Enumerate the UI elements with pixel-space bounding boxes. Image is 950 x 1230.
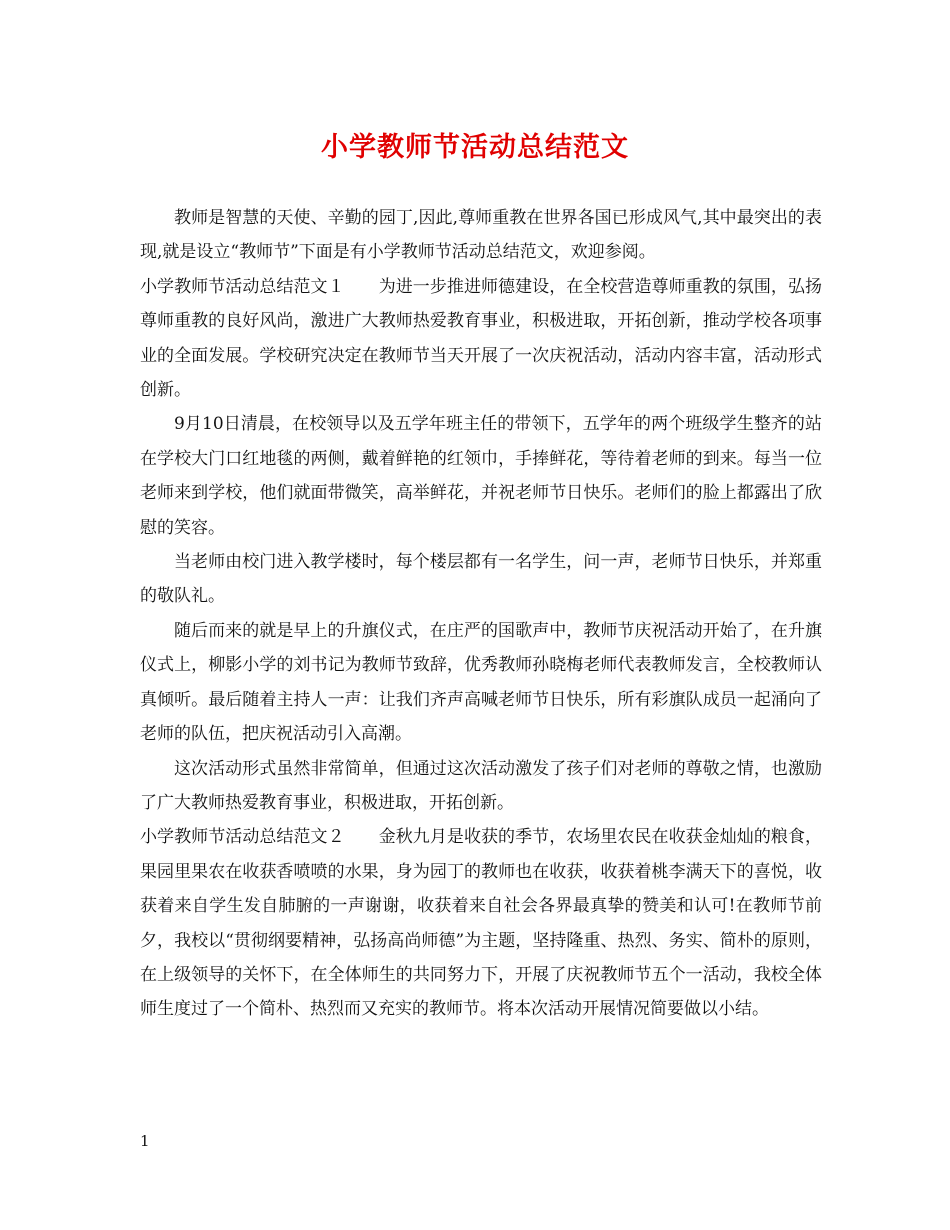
section-2-text: 金秋九月是收获的季节，农场里农民在收获金灿灿的粮食，果园里果农在收获香喷喷的水果，身为园丁的教师也在收获，收获着桃李满天下的喜悦，收获着来自学生发自肺腑的一声谢谢，收获着来自社会各界最真挚的赞美和认可!在教师节前夕，我校以“贯彻纲要精神，弘扬高尚师德”为主题，坚持隆重、热烈、务实、简朴的原则，在上级领导的关怀下，在全体师生的共同努力下，开展了庆祝教师节五个一活动，我校全体师生度过了一个简朴、热烈而又充实的教师节。将本次活动开展情况简要做以小结。 <box>140 827 823 1020</box>
section-1-text: 为进一步推进师德建设，在全校营造尊师重教的氛围，弘扬尊师重教的良好风尚，激进广大教师热爱教育事业，积极进取，开拓创新，推动学校各项事业的全面发展。学校研究决定在教师节当天开展了一次庆祝活动，活动内容丰富，活动形式创新。 <box>140 276 823 401</box>
body-paragraph: 随后而来的就是早上的升旗仪式，在庄严的国歌声中，教师节庆祝活动开始了，在升旗仪式上，柳影小学的刘书记为教师节致辞，优秀教师孙晓梅老师代表教师发言，全校教师认真倾听。最后随着主持人一声：让我们齐声高喊老师节日快乐，所有彩旗队成员一起涌向了老师的队伍，把庆祝活动引入高潮。 <box>140 620 822 745</box>
body-paragraph: 当老师由校门进入教学楼时，每个楼层都有一名学生，问一声，老师节日快乐，并郑重的敬队礼。 <box>140 552 822 607</box>
section-1-paragraph <box>140 270 822 408</box>
section-2-heading: 小学教师节活动总结范文２ <box>140 827 345 848</box>
body-paragraph: 这次活动形式虽然非常简单，但通过这次活动激发了孩子们对老师的尊敬之情，也激励了广大教师热爱教育事业，积极进取，开拓创新。 <box>140 758 822 813</box>
document-title: 小学教师节活动总结范文 <box>321 132 629 163</box>
section-1-heading: 小学教师节活动总结范文１ <box>140 276 345 297</box>
document-body <box>140 201 822 1027</box>
page-number: 1 <box>140 1132 150 1150</box>
body-paragraph: 9月10日清晨，在校领导以及五学年班主任的带领下，五学年的两个班级学生整齐的站在学校大门口红地毯的两侧，戴着鲜艳的红领巾，手捧鲜花，等待着老师的到来。每当一位老师来到学校，他们就面带微笑，高举鲜花，并祝老师节日快乐。老师们的脸上都露出了欣慰的笑容。 <box>140 414 822 538</box>
section-2-paragraph <box>140 820 822 1026</box>
intro-paragraph: 教师是智慧的天使、辛勤的园丁,因此,尊师重教在世界各国已形成风气,其中最突出的表现,就是设立“教师节”下面是有小学教师节活动总结范文，欢迎参阅。 <box>140 208 822 263</box>
